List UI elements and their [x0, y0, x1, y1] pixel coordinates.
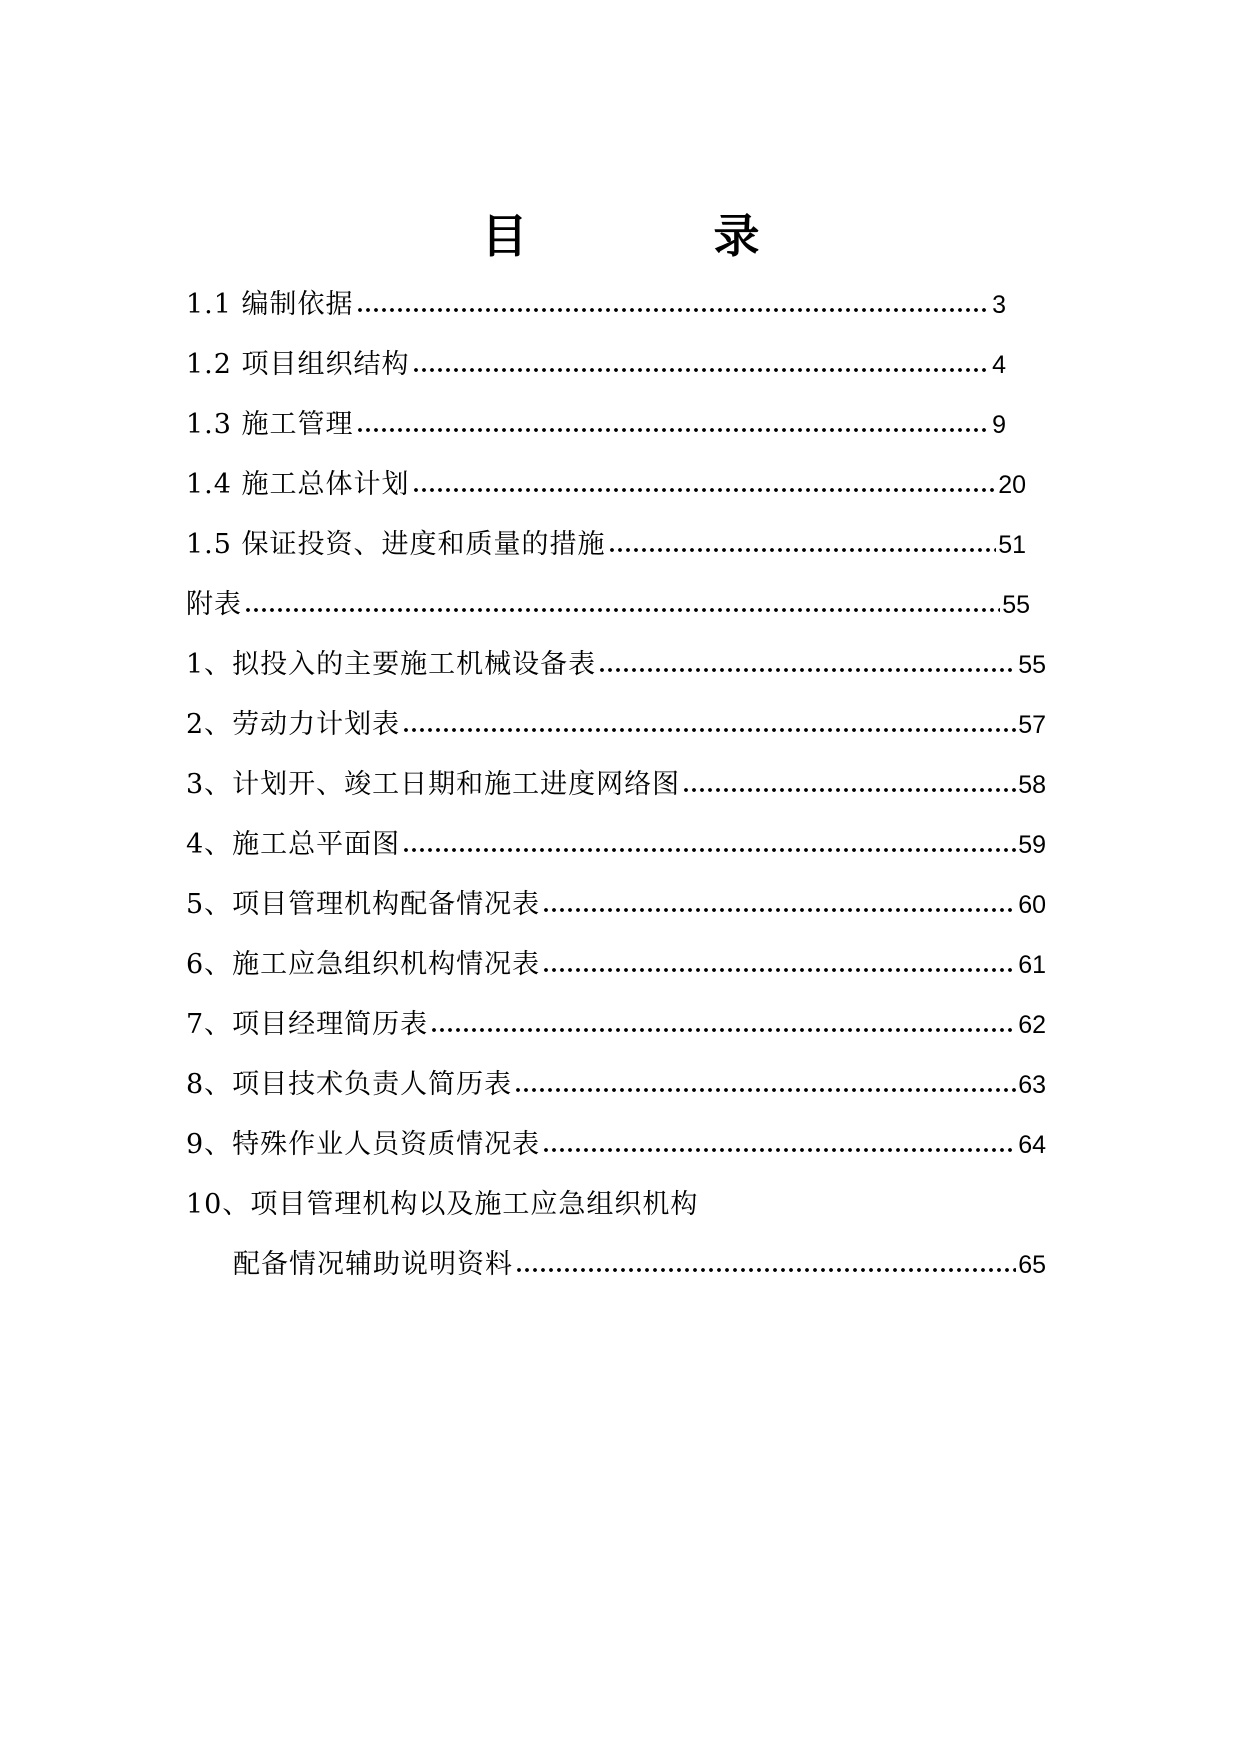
toc-entry-label: 10、项目管理机构以及施工应急组织机构 — [186, 1189, 699, 1220]
toc-entry-label: 4、施工总平面图 — [186, 829, 401, 860]
dot-leader — [542, 967, 1016, 973]
toc-entry-page: 62 — [1018, 1011, 1046, 1039]
dot-leader — [542, 1147, 1016, 1153]
toc-entry[interactable] — [186, 945, 1046, 985]
toc-entry[interactable] — [186, 285, 1006, 325]
dot-leader — [356, 427, 991, 433]
toc-entry-label: 1.3 施工管理 — [186, 409, 354, 440]
toc-entry-label: 7、项目经理简历表 — [186, 1009, 429, 1040]
toc-entry-page: 20 — [998, 471, 1026, 499]
toc-entry-page: 64 — [1018, 1131, 1046, 1159]
toc-entry-page: 9 — [992, 411, 1006, 439]
dot-leader — [542, 907, 1016, 913]
dot-leader — [608, 547, 997, 553]
toc-entry[interactable] — [186, 345, 1006, 385]
toc-entry-page: 51 — [998, 531, 1026, 559]
toc-entry[interactable] — [186, 765, 1046, 805]
toc-entry-label: 1、拟投入的主要施工机械设备表 — [186, 649, 597, 680]
toc-entry-continuation[interactable] — [233, 1245, 1046, 1285]
toc-entry-page: 60 — [1018, 891, 1046, 919]
dot-leader — [430, 1027, 1016, 1033]
toc-entry-label: 9、特殊作业人员资质情况表 — [186, 1129, 541, 1160]
dot-leader — [598, 667, 1016, 673]
dot-leader — [682, 787, 1016, 793]
toc-title: 目 录 — [481, 209, 830, 263]
dot-leader — [412, 487, 997, 493]
toc-entry-label: 3、计划开、竣工日期和施工进度网络图 — [186, 769, 681, 800]
toc-entry[interactable] — [186, 1125, 1046, 1165]
toc-entry[interactable] — [186, 1005, 1046, 1045]
dot-leader — [402, 727, 1016, 733]
dot-leader — [514, 1087, 1016, 1093]
toc-entry-label: 1.2 项目组织结构 — [186, 349, 410, 380]
toc-entry-page: 63 — [1018, 1071, 1046, 1099]
toc-entry-label: 2、劳动力计划表 — [186, 709, 401, 740]
toc-entry-page: 58 — [1018, 771, 1046, 799]
toc-entry-page: 55 — [1002, 591, 1030, 619]
toc-entry-page: 61 — [1018, 951, 1046, 979]
dot-leader — [515, 1267, 1016, 1273]
toc-entry[interactable] — [186, 585, 1030, 625]
toc-entry-label: 5、项目管理机构配备情况表 — [186, 889, 541, 920]
toc-entry[interactable] — [186, 465, 1026, 505]
toc-entry-page: 65 — [1018, 1251, 1046, 1279]
toc-entry[interactable] — [186, 825, 1046, 865]
dot-leader — [244, 607, 1000, 613]
toc-entry-label: 8、项目技术负责人简历表 — [186, 1069, 513, 1100]
toc-entry-page: 4 — [992, 351, 1006, 379]
toc-entry-page: 55 — [1018, 651, 1046, 679]
toc-entry-label: 配备情况辅助说明资料 — [233, 1249, 513, 1280]
toc-entry[interactable] — [186, 1065, 1046, 1105]
toc-entry[interactable] — [186, 885, 1046, 925]
dot-leader — [356, 307, 991, 313]
toc-entry-label: 1.1 编制依据 — [186, 289, 354, 320]
toc-entry-page: 59 — [1018, 831, 1046, 859]
toc-entry[interactable] — [186, 1185, 1046, 1225]
toc-entry-page: 57 — [1018, 711, 1046, 739]
toc-entry-label: 6、施工应急组织机构情况表 — [186, 949, 541, 980]
toc-entry[interactable] — [186, 705, 1046, 745]
toc-entry-label: 附表 — [186, 589, 242, 620]
dot-leader — [402, 847, 1016, 853]
toc-entry[interactable] — [186, 525, 1026, 565]
dot-leader — [412, 367, 991, 373]
toc-entry[interactable] — [186, 405, 1006, 445]
toc-entry-page: 3 — [992, 291, 1006, 319]
toc-entry-label: 1.5 保证投资、进度和质量的措施 — [186, 529, 606, 560]
toc-entry-label: 1.4 施工总体计划 — [186, 469, 410, 500]
toc-entry[interactable] — [186, 645, 1046, 685]
